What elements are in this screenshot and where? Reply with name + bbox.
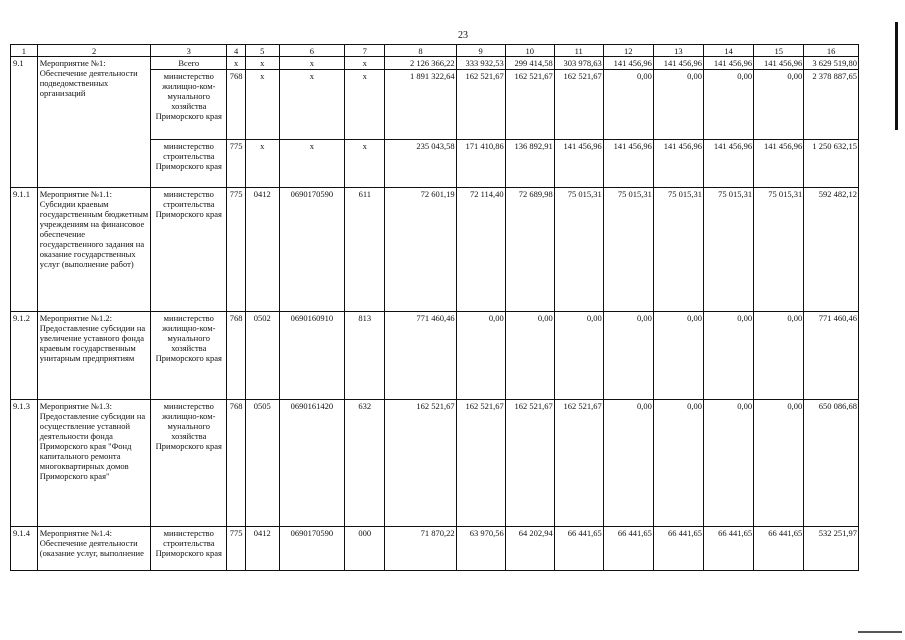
code-cell: 632 <box>345 400 385 527</box>
value-cell: 75 015,31 <box>603 188 653 312</box>
value-cell: 141 456,96 <box>603 57 653 70</box>
header-cell: 15 <box>754 45 804 57</box>
value-cell: 1 891 322,64 <box>385 70 456 140</box>
measure-name: Мероприятие №1.2: Предоставление субсидии на увеличение уставного фонда краевым государственным унитарным предприятиям <box>37 312 151 400</box>
value-cell: 0,00 <box>456 312 505 400</box>
value-cell: 141 456,96 <box>704 140 754 188</box>
code-cell: х <box>279 57 345 70</box>
value-cell: 72 601,19 <box>385 188 456 312</box>
row-number: 9.1.2 <box>11 312 38 400</box>
footer-rule <box>858 631 902 633</box>
value-cell: 66 441,65 <box>653 527 703 571</box>
value-cell: 75 015,31 <box>754 188 804 312</box>
value-cell: 66 441,65 <box>554 527 603 571</box>
value-cell: 141 456,96 <box>603 140 653 188</box>
value-cell: 66 441,65 <box>603 527 653 571</box>
value-cell: 592 482,12 <box>804 188 859 312</box>
value-cell: 66 441,65 <box>754 527 804 571</box>
value-cell: 162 521,67 <box>385 400 456 527</box>
value-cell: 299 414,58 <box>505 57 554 70</box>
value-cell: 162 521,67 <box>456 70 505 140</box>
code-cell: 813 <box>345 312 385 400</box>
row-number: 9.1.4 <box>11 527 38 571</box>
organization: министерство жилищно-ком-мунального хозяйства Приморского края <box>151 400 227 527</box>
value-cell: 771 460,46 <box>385 312 456 400</box>
header-cell: 1 <box>11 45 38 57</box>
value-cell: 141 456,96 <box>653 140 703 188</box>
value-cell: 650 086,68 <box>804 400 859 527</box>
code-cell: 0690161420 <box>279 400 345 527</box>
header-cell: 8 <box>385 45 456 57</box>
header-cell: 6 <box>279 45 345 57</box>
value-cell: 303 978,63 <box>554 57 603 70</box>
value-cell: 2 126 366,22 <box>385 57 456 70</box>
header-cell: 2 <box>37 45 151 57</box>
code-cell: х <box>345 70 385 140</box>
value-cell: 333 932,53 <box>456 57 505 70</box>
code-cell: 775 <box>227 527 246 571</box>
value-cell: 0,00 <box>554 312 603 400</box>
organization: министерство жилищно-ком-мунального хозяйства Приморского края <box>151 70 227 140</box>
code-cell: 768 <box>227 70 246 140</box>
value-cell: 162 521,67 <box>505 70 554 140</box>
value-cell: 141 456,96 <box>754 140 804 188</box>
code-cell: 0690160910 <box>279 312 345 400</box>
value-cell: 771 460,46 <box>804 312 859 400</box>
header-cell: 12 <box>603 45 653 57</box>
value-cell: 0,00 <box>653 400 703 527</box>
value-cell: 0,00 <box>754 312 804 400</box>
header-cell: 14 <box>704 45 754 57</box>
code-cell: 000 <box>345 527 385 571</box>
value-cell: 75 015,31 <box>704 188 754 312</box>
table-row <box>11 400 859 527</box>
code-cell: 0690170590 <box>279 188 345 312</box>
page-number: 23 <box>458 30 468 41</box>
code-cell: 0690170590 <box>279 527 345 571</box>
table-row <box>11 527 859 571</box>
code-cell: х <box>345 140 385 188</box>
value-cell: 162 521,67 <box>554 70 603 140</box>
edge-mark <box>895 22 898 130</box>
header-cell: 4 <box>227 45 246 57</box>
code-cell: 0412 <box>246 188 279 312</box>
value-cell: 141 456,96 <box>554 140 603 188</box>
value-cell: 162 521,67 <box>505 400 554 527</box>
value-cell: 71 870,22 <box>385 527 456 571</box>
value-cell: 0,00 <box>754 70 804 140</box>
header-cell: 3 <box>151 45 227 57</box>
row-number: 9.1 <box>11 57 38 188</box>
code-cell: 775 <box>227 140 246 188</box>
value-cell: 0,00 <box>603 70 653 140</box>
organization: министерство строительства Приморского края <box>151 140 227 188</box>
value-cell: 72 114,40 <box>456 188 505 312</box>
code-cell: х <box>246 57 279 70</box>
value-cell: 2 378 887,65 <box>804 70 859 140</box>
code-cell: 768 <box>227 400 246 527</box>
code-cell: х <box>246 70 279 140</box>
value-cell: 1 250 632,15 <box>804 140 859 188</box>
value-cell: 0,00 <box>704 400 754 527</box>
value-cell: 162 521,67 <box>554 400 603 527</box>
value-cell: 63 970,56 <box>456 527 505 571</box>
code-cell: х <box>246 140 279 188</box>
header-cell: 5 <box>246 45 279 57</box>
header-cell: 16 <box>804 45 859 57</box>
value-cell: 64 202,94 <box>505 527 554 571</box>
value-cell: 0,00 <box>704 70 754 140</box>
measure-name: Мероприятие №1.4: Обеспечение деятельности (оказание услуг, выполнение <box>37 527 151 571</box>
value-cell: 532 251,97 <box>804 527 859 571</box>
organization: министерство строительства Приморского края <box>151 188 227 312</box>
value-cell: 75 015,31 <box>554 188 603 312</box>
value-cell: 141 456,96 <box>704 57 754 70</box>
code-cell: х <box>279 140 345 188</box>
code-cell: 0502 <box>246 312 279 400</box>
value-cell: 66 441,65 <box>704 527 754 571</box>
header-cell: 10 <box>505 45 554 57</box>
value-cell: 0,00 <box>704 312 754 400</box>
measure-name: Мероприятие №1.1: Субсидии краевым государственным бюджетным учреждениям на финансовое обеспечение государственного задания на оказание государственных услуг (выполнение работ) <box>37 188 151 312</box>
row-number: 9.1.3 <box>11 400 38 527</box>
value-cell: 72 689,98 <box>505 188 554 312</box>
value-cell: 0,00 <box>653 312 703 400</box>
header-cell: 11 <box>554 45 603 57</box>
organization: министерство строительства Приморского края <box>151 527 227 571</box>
measure-name: Мероприятие №1: Обеспечение деятельности подведомственных организаций <box>37 57 151 188</box>
value-cell: 0,00 <box>603 312 653 400</box>
value-cell: 0,00 <box>603 400 653 527</box>
value-cell: 171 410,86 <box>456 140 505 188</box>
header-cell: 13 <box>653 45 703 57</box>
header-cell: 9 <box>456 45 505 57</box>
value-cell: 162 521,67 <box>456 400 505 527</box>
row-number: 9.1.1 <box>11 188 38 312</box>
header-row <box>11 45 859 57</box>
code-cell: 611 <box>345 188 385 312</box>
value-cell: 75 015,31 <box>653 188 703 312</box>
budget-table <box>10 44 859 571</box>
table-row <box>11 312 859 400</box>
code-cell: 775 <box>227 188 246 312</box>
organization: Всего <box>151 57 227 70</box>
value-cell: 0,00 <box>505 312 554 400</box>
value-cell: 0,00 <box>754 400 804 527</box>
header-cell: 7 <box>345 45 385 57</box>
code-cell: х <box>227 57 246 70</box>
table-row <box>11 57 859 70</box>
measure-name: Мероприятие №1.3: Предоставление субсидии на осуществление уставной деятельности фонда Приморского края "Фонд капитального ремонта многоквартирных домов Приморского края" <box>37 400 151 527</box>
value-cell: 3 629 519,80 <box>804 57 859 70</box>
code-cell: 768 <box>227 312 246 400</box>
code-cell: 0412 <box>246 527 279 571</box>
value-cell: 235 043,58 <box>385 140 456 188</box>
value-cell: 141 456,96 <box>653 57 703 70</box>
code-cell: х <box>279 70 345 140</box>
value-cell: 141 456,96 <box>754 57 804 70</box>
code-cell: х <box>345 57 385 70</box>
value-cell: 136 892,91 <box>505 140 554 188</box>
value-cell: 0,00 <box>653 70 703 140</box>
organization: министерство жилищно-ком-мунального хозяйства Приморского края <box>151 312 227 400</box>
table-row <box>11 188 859 312</box>
code-cell: 0505 <box>246 400 279 527</box>
